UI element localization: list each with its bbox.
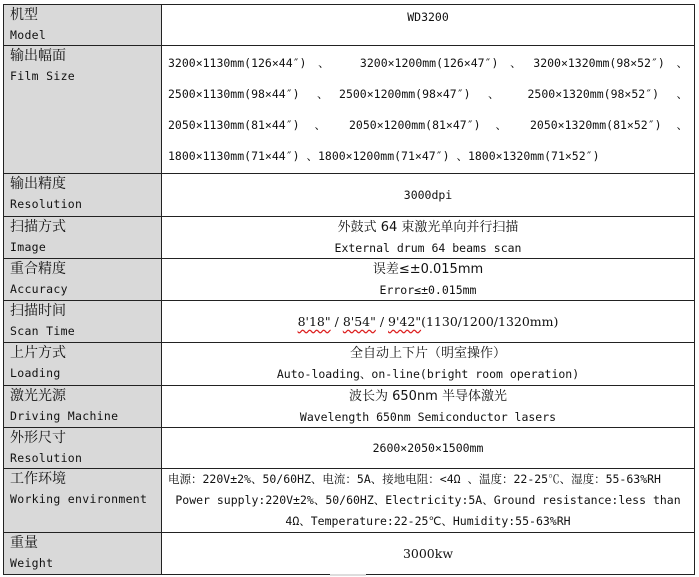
model-value: WD3200 bbox=[407, 10, 449, 24]
resolution-value: 3000dpi bbox=[403, 188, 453, 202]
label-zh: 外形尺寸 bbox=[10, 430, 66, 446]
label-en: Model bbox=[10, 28, 47, 42]
page-divider bbox=[330, 574, 366, 576]
scan-time-c: 9'42" bbox=[388, 313, 422, 329]
label-en: Accuracy bbox=[10, 282, 68, 296]
row-label bbox=[4, 259, 162, 301]
scan-time-sep: / bbox=[375, 313, 389, 329]
label-en: Scan Time bbox=[10, 324, 76, 338]
row-value bbox=[162, 343, 695, 386]
scan-time-sep: / bbox=[330, 313, 343, 329]
value-zh: 波长为 650nm 半导体激光 bbox=[349, 388, 507, 404]
label-en: Loading bbox=[10, 366, 61, 380]
row-label bbox=[4, 343, 162, 386]
label-en: Weight bbox=[10, 556, 54, 570]
row-label bbox=[4, 469, 162, 533]
value-en: Auto-loading、on-line(bright room operation) bbox=[276, 367, 580, 381]
row-value bbox=[162, 174, 695, 217]
table-row bbox=[4, 343, 695, 386]
label-en: Resolution bbox=[10, 451, 83, 465]
row-label bbox=[4, 301, 162, 343]
row-label bbox=[4, 46, 162, 174]
value-en: Power supply:220V±2%、50/60HZ、Electricity:5A、Ground resistance:less than 4Ω、Temperature:22-25℃、Humidity:55-63%RH bbox=[175, 493, 681, 528]
value-en: Error≤±0.015mm bbox=[379, 282, 477, 297]
value-zh: 全自动上下片（明室操作） bbox=[349, 346, 506, 361]
row-value bbox=[162, 5, 695, 46]
label-zh: 重量 bbox=[10, 535, 38, 551]
row-value bbox=[162, 469, 695, 533]
label-en: Working environment bbox=[10, 492, 148, 506]
label-zh: 工作环境 bbox=[10, 471, 66, 487]
row-label bbox=[4, 428, 162, 469]
row-value bbox=[162, 259, 695, 301]
table-row bbox=[4, 533, 695, 575]
table-row bbox=[4, 386, 695, 428]
scan-time-tail: (1130/1200/1320mm) bbox=[421, 313, 559, 329]
row-value bbox=[162, 301, 695, 343]
row-value bbox=[162, 386, 695, 428]
film-size-value: 3200×1130mm(126×44″)、 3200×1200mm(126×47″)、3200×1320mm(98×52″)、 2500×1130mm(98×44″) 、2500×1200mm(98×47″) 、 2500×1320mm(98×52″) 、 2050×1130mm(81×44″) 、 2050×1200mm(81×47″) 、 2050×1320mm(81×52″) 、1800×1130mm(71×44″) 、1800×1200mm(71×47″) 、1800×1320mm(71×52″) bbox=[162, 46, 695, 174]
label-zh: 扫描方式 bbox=[10, 219, 66, 235]
label-zh: 输出幅面 bbox=[10, 48, 66, 64]
table-row bbox=[4, 174, 695, 217]
label-zh: 激光光源 bbox=[10, 388, 66, 404]
value-zh: 外鼓式 64 束激光单向并行扫描 bbox=[337, 219, 519, 235]
label-zh: 输出精度 bbox=[10, 176, 66, 192]
label-en: Resolution bbox=[10, 197, 83, 211]
table-row bbox=[4, 259, 695, 301]
row-value bbox=[162, 428, 695, 469]
label-zh: 上片方式 bbox=[10, 345, 66, 361]
row-value bbox=[162, 217, 695, 259]
scan-time-b: 8'54" bbox=[342, 313, 376, 329]
label-en: Driving Machine bbox=[10, 409, 119, 423]
scan-time-a: 8'18" bbox=[297, 313, 331, 329]
table-row bbox=[4, 217, 695, 259]
row-label bbox=[4, 5, 162, 46]
row-value bbox=[162, 533, 695, 575]
weight-value: 3000kw bbox=[402, 545, 454, 561]
value-zh: 电源：220V±2%、50/60HZ、电流：5A、接地电阻：<4Ω 、温度：22-25℃、湿度：55-63%RH bbox=[168, 472, 661, 486]
label-zh: 重合精度 bbox=[10, 261, 66, 277]
value-zh: 误差≤±0.015mm bbox=[372, 261, 484, 277]
row-label bbox=[4, 386, 162, 428]
table-row bbox=[4, 469, 695, 533]
table-row bbox=[4, 5, 695, 46]
dimensions-value: 2600×2050×1500mm bbox=[372, 441, 484, 455]
value-en: External drum 64 beams scan bbox=[334, 240, 522, 255]
row-label bbox=[4, 533, 162, 575]
table-row bbox=[4, 428, 695, 469]
label-en: Film Size bbox=[10, 69, 76, 83]
label-zh: 扫描时间 bbox=[10, 303, 66, 319]
row-label bbox=[4, 174, 162, 217]
table-row bbox=[4, 301, 695, 343]
label-en: Image bbox=[10, 240, 47, 254]
value-en: Wavelength 650nm Semiconductor lasers bbox=[299, 409, 557, 424]
label-zh: 机型 bbox=[10, 7, 38, 23]
row-label bbox=[4, 217, 162, 259]
table-row bbox=[4, 46, 695, 174]
spec-table bbox=[3, 4, 695, 575]
